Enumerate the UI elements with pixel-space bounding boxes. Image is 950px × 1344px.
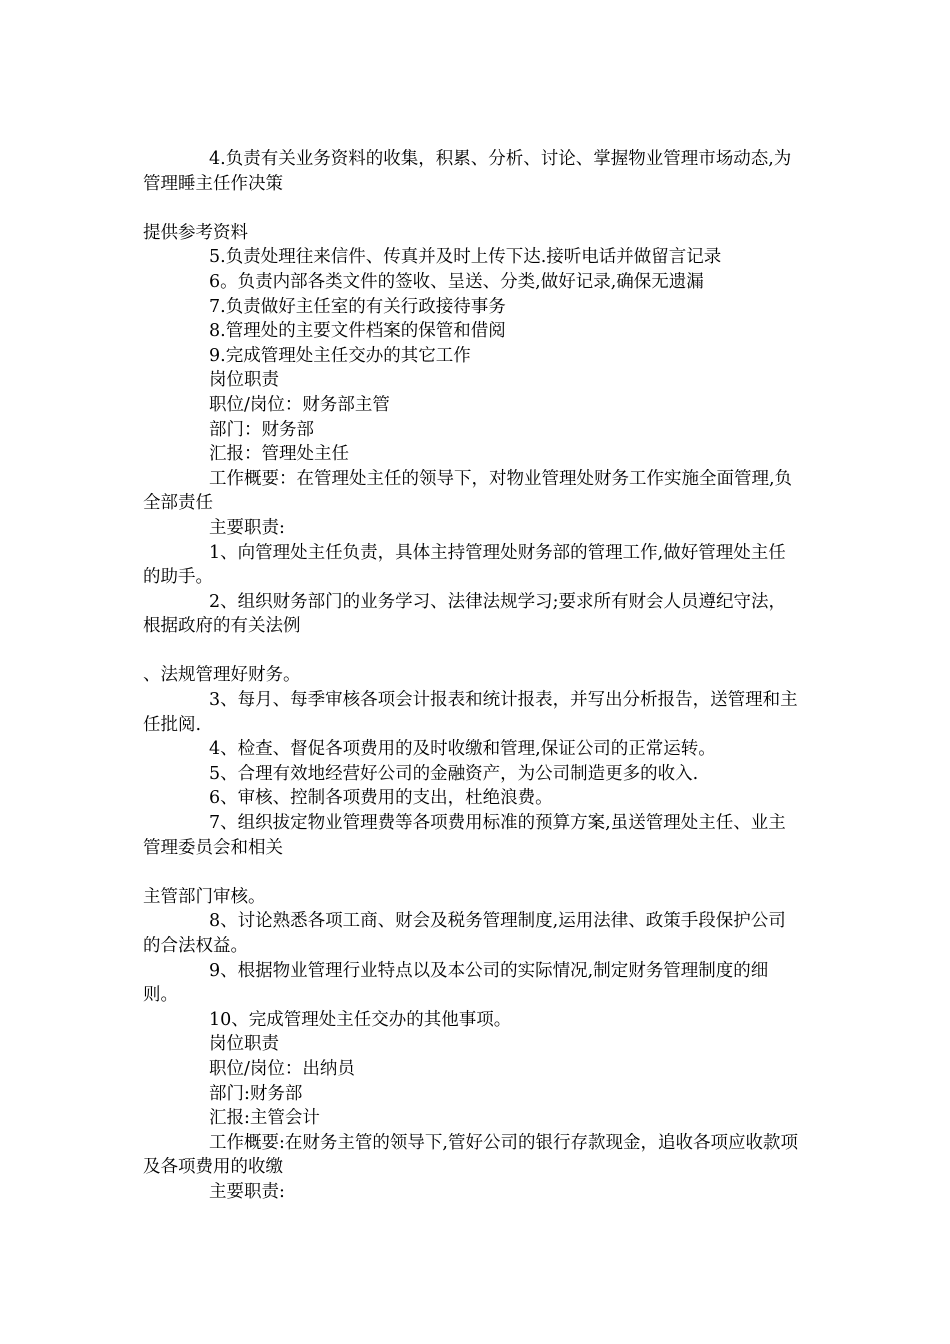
work-summary: 工作概要：在管理处主任的领导下，对物业管理处财务工作实施全面管理,负全部责任 xyxy=(143,468,793,514)
duty-item-5: 5、合理有效地经营好公司的金融资产，为公司制造更多的收入. xyxy=(209,763,699,784)
paragraph-continuation: 主管部门审核。 xyxy=(143,886,266,907)
section-heading: 岗位职责 xyxy=(209,370,279,391)
duty-item-6: 6、审核、控制各项费用的支出，杜绝浪费。 xyxy=(209,788,553,809)
work-summary: 工作概要:在财务主管的领导下,管好公司的银行存款现金，追收各项应收款项及各项费用的收缴 xyxy=(143,1132,798,1178)
paragraph-item-8: 8.管理处的主要文件档案的保管和借阅 xyxy=(209,321,506,342)
duty-item-3: 3、每月、每季审核各项会计报表和统计报表，并写出分析报告，送管理和主任批阅. xyxy=(143,690,798,735)
report-to-line: 汇报:主管会计 xyxy=(209,1108,320,1129)
paragraph-continuation: 提供参考资料 xyxy=(143,222,248,243)
duty-item-10: 10、完成管理处主任交办的其他事项。 xyxy=(209,1009,512,1030)
duty-item-4: 4、检查、督促各项费用的及时收缴和管理,保证公司的正常运转。 xyxy=(209,739,716,760)
paragraph-continuation: 、法规管理好财务。 xyxy=(143,665,301,686)
paragraph-gap xyxy=(143,860,798,885)
duty-item-1: 1、向管理处主任负责，具体主持管理处财务部的管理工作,做好管理处主任的助手。 xyxy=(143,542,786,588)
paragraph-item-6: 6。负责内部各类文件的签收、呈送、分类,做好记录,确保无遗漏 xyxy=(209,271,704,292)
duties-heading: 主要职责: xyxy=(209,517,285,538)
duties-heading: 主要职责: xyxy=(209,1181,285,1202)
duty-item-2: 2、组织财务部门的业务学习、法律法规学习;要求所有财会人员遵纪守法，根据政府的有关法例 xyxy=(143,591,787,637)
paragraph-gap xyxy=(143,196,798,221)
section-heading: 岗位职责 xyxy=(209,1034,279,1055)
duty-item-7: 7、组织拔定物业管理费等各项费用标准的预算方案,虽送管理处主任、业主管理委员会和相关 xyxy=(143,813,786,858)
document-body xyxy=(143,147,798,1205)
department-line: 部门:财务部 xyxy=(209,1083,303,1104)
paragraph-item-7: 7.负责做好主任室的有关行政接待事务 xyxy=(209,296,506,317)
paragraph-item-4: 4.负责有关业务资料的收集，积累、分析、讨论、掌握物业管理市场动态,为管理睡主任作决策 xyxy=(143,149,792,194)
position-line: 职位/岗位：出纳员 xyxy=(209,1058,355,1079)
duty-item-9: 9、根据物业管理行业特点以及本公司的实际情况,制定财务管理制度的细则。 xyxy=(143,960,769,1006)
report-to-line: 汇报：管理处主任 xyxy=(209,444,349,465)
paragraph-item-9: 9.完成管理处主任交办的其它工作 xyxy=(209,345,471,366)
paragraph-gap xyxy=(143,639,798,664)
department-line: 部门：财务部 xyxy=(209,419,314,440)
duty-item-8: 8、讨论熟悉各项工商、财会及税务管理制度,运用法律、政策手段保护公司的合法权益。 xyxy=(143,911,786,956)
paragraph-item-5: 5.负责处理往来信件、传真并及时上传下达.接听电话并做留言记录 xyxy=(209,247,722,268)
position-line: 职位/岗位：财务部主管 xyxy=(209,394,390,415)
